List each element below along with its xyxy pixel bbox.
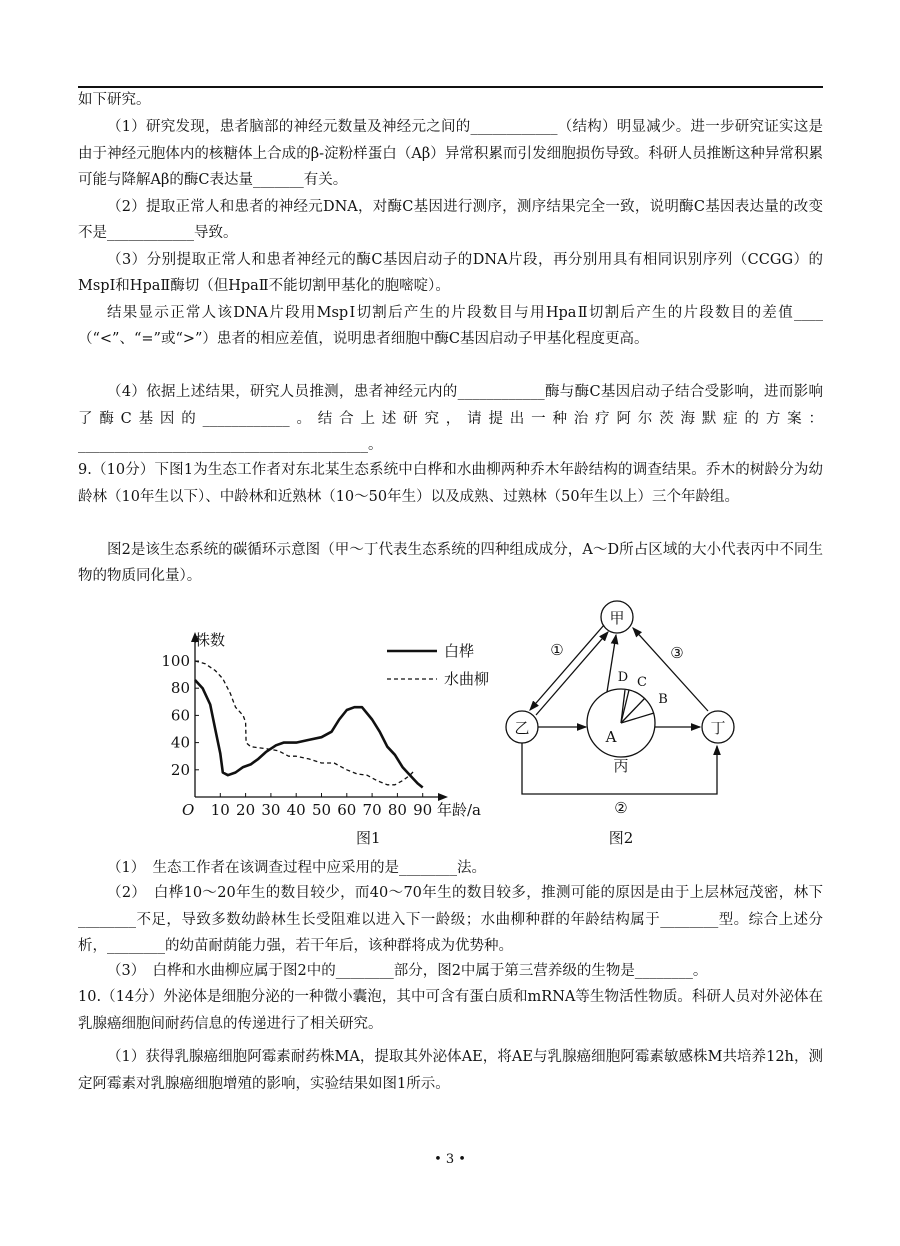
y-tick-label: 100 bbox=[161, 652, 190, 670]
figure-1-caption: 图1 bbox=[356, 829, 381, 847]
sector-a: A bbox=[605, 728, 617, 746]
q9-sub1: （1） 生态工作者在该调查过程中应采用的是________法。 bbox=[107, 860, 486, 876]
label-yi: 乙 bbox=[514, 719, 530, 737]
y-axis-label: 株数 bbox=[195, 631, 226, 649]
q8-part3-result: 结果显示正常人该DNA片段用MspⅠ切割后产生的片段数目与用HpaⅡ切割后产生的片段数目的差值____（“<”、“=”或“>”）患者的相应差值，说明患者细胞中酶C基因启动子甲基化程度更高。 bbox=[78, 304, 823, 347]
arrow-label-2: ② bbox=[614, 799, 628, 817]
series-line-baihua bbox=[195, 680, 423, 788]
figure-2-caption: 图2 bbox=[608, 829, 634, 847]
page-number: • 3 • bbox=[434, 1152, 466, 1167]
sector-b: B bbox=[658, 692, 668, 707]
q9-sub2: （2） 白桦10～20年生的数目较少，而40～70年生的数目较多，推测可能的原因是由于上层林冠茂密，林下________不足，导致多数幼龄林生长受阻难以进入下一龄级；水曲柳种群的年龄结构属于________型。综合上述分析，________的幼苗耐荫能力强，若干年后，该种群将成为优势种。 bbox=[78, 885, 823, 954]
x-tick-label: 30 bbox=[261, 801, 281, 819]
x-tick-label: 40 bbox=[286, 801, 306, 819]
arrow-bing-to-jia bbox=[607, 635, 616, 692]
q9-fig2-desc: 图2是该生态系统的碳循环示意图（甲～丁代表生态系统的四种组成成分，A～D所占区域的大小代表丙中不同生物的物质同化量）。 bbox=[78, 541, 823, 584]
label-ding: 丁 bbox=[710, 719, 726, 737]
y-tick-label: 40 bbox=[170, 733, 190, 752]
q9-sub3: （3） 白桦和水曲柳应属于图2中的________部分，图2中属于第三营养级的生物是________。 bbox=[107, 963, 708, 979]
label-bing: 丙 bbox=[613, 757, 629, 775]
figure-1-chart bbox=[150, 600, 510, 850]
q8-part4: （4）依据上述结果，研究人员推测，患者神经元内的____________酶与酶C基因启动子结合受影响，进而影响了酶C基因的____________。结合上述研究，请提出一种治疗阿尔茨海默症的方案：________________________________________。 bbox=[78, 384, 823, 453]
arrow-label-1: ① bbox=[550, 641, 564, 659]
x-axis-label: 年龄/a bbox=[437, 801, 481, 819]
origin-label: O bbox=[182, 801, 195, 819]
figure-2-diagram bbox=[500, 595, 750, 850]
legend-label-shuiquliu: 水曲柳 bbox=[444, 670, 490, 688]
q8-part2: （2）提取正常人和患者的神经元DNA，对酶C基因进行测序，测序结果完全一致，说明酶C基因表达量的改变不是____________导致。 bbox=[78, 198, 823, 241]
y-tick-label: 80 bbox=[170, 679, 190, 698]
legend-label-baihua: 白桦 bbox=[444, 642, 475, 660]
x-tick-label: 10 bbox=[210, 801, 230, 819]
y-tick-label: 60 bbox=[170, 706, 190, 725]
x-axis-arrow bbox=[438, 793, 448, 801]
sector-d: D bbox=[617, 670, 629, 685]
series-line-shuiquliu bbox=[195, 661, 415, 785]
x-tick-label: 50 bbox=[311, 801, 332, 819]
x-tick-label: 20 bbox=[236, 801, 256, 819]
arrow-jia-to-yi bbox=[530, 625, 604, 710]
q8-intro: 如下研究。 bbox=[78, 92, 151, 108]
q8-part1: （1）研究发现，患者脑部的神经元数量及神经元之间的____________（结构）明显减少。进一步研究证实这是由于神经元胞体内的核糖体上合成的β-淀粉样蛋白（Aβ）异常积累而引发细胞损伤导致。科研人员推断这种异常积累可能与降解Aβ的酶C表达量_______有关。 bbox=[78, 119, 823, 188]
x-tick-label: 80 bbox=[387, 801, 407, 819]
label-jia: 甲 bbox=[609, 609, 625, 627]
x-tick-label: 90 bbox=[413, 801, 433, 819]
arrow-yi-to-jia bbox=[536, 632, 608, 715]
q8-part3: （3）分别提取正常人和患者神经元的酶C基因启动子的DNA片段，再分别用具有相同识别序列（CCGG）的MspⅠ和HpaⅡ酶切（但HpaⅡ不能切割甲基化的胞嘧啶）。 bbox=[78, 251, 823, 294]
x-tick-label: 70 bbox=[362, 801, 382, 819]
q10-part1: （1）获得乳腺癌细胞阿霉素耐药株MA，提取其外泌体AE，将AE与乳腺癌细胞阿霉素敏感株M共培养12h，测定阿霉素对乳腺癌细胞增殖的影响，实验结果如图1所示。 bbox=[78, 1049, 823, 1092]
arrow-label-3: ③ bbox=[670, 644, 684, 662]
q10-stem: 10.（14分）外泌体是细胞分泌的一种微小囊泡，其中可含有蛋白质和mRNA等生物活性物质。科研人员对外泌体在乳腺癌细胞间耐药信息的传递进行了相关研究。 bbox=[78, 989, 823, 1032]
sector-c: C bbox=[637, 675, 647, 690]
x-tick-label: 60 bbox=[337, 801, 357, 819]
q9-stem: 9.（10分）下图1为生态工作者对东北某生态系统中白桦和水曲柳两种乔木年龄结构的调查结果。乔木的树龄分为幼龄林（10年生以下）、中龄林和近熟林（10～50年生）以及成熟、过熟林（50年生以上）三个年龄组。 bbox=[78, 462, 823, 505]
y-tick-label: 20 bbox=[170, 760, 190, 779]
